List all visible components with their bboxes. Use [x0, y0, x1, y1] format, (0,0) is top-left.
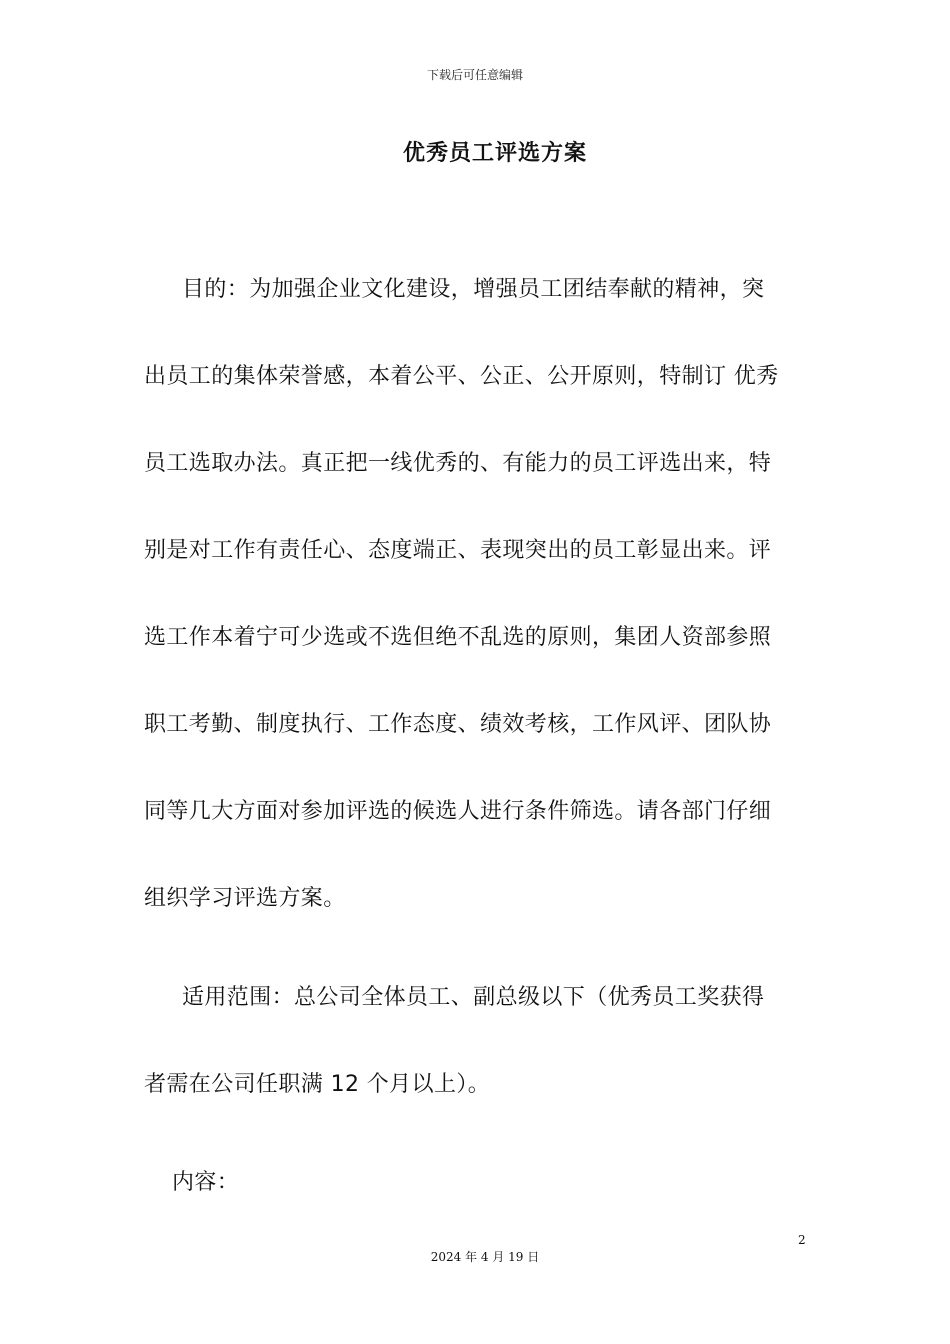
- purpose-line-2: 出员工的集体荣誉感，本着公平、公正、公开原则，特制订 优秀: [144, 364, 779, 389]
- page-footer-date: 2024 年 4 月 19 日: [430, 1250, 540, 1264]
- purpose-line-7: 同等几大方面对参加评选的候选人进行条件筛选。请各部门仔细: [144, 799, 772, 824]
- scope-line-2: 者需在公司任职满 12 个月以上）。: [144, 1072, 491, 1097]
- purpose-line-3: 员工选取办法。真正把一线优秀的、有能力的员工评选出来，特: [144, 451, 772, 476]
- page-header-note: 下载后可任意编辑: [426, 68, 523, 82]
- document-title: 优秀员工评选方案: [402, 141, 587, 166]
- content-label: 内容：: [172, 1170, 240, 1195]
- purpose-line-5: 选工作本着宁可少选或不选但绝不乱选的原则，集团人资部参照: [144, 625, 772, 650]
- purpose-line-4: 别是对工作有责任心、态度端正、表现突出的员工彰显出来。评: [144, 538, 772, 563]
- scope-line-1: 适用范围：总公司全体员工、副总级以下（优秀员工奖获得: [182, 985, 765, 1010]
- page-number: 2: [798, 1233, 806, 1247]
- purpose-line-6: 职工考勤、制度执行、工作态度、绩效考核，工作风评、团队协: [144, 712, 772, 737]
- purpose-line-1: 目的：为加强企业文化建设，增强员工团结奉献的精神，突: [182, 277, 765, 302]
- purpose-line-8: 组织学习评选方案。: [144, 886, 346, 911]
